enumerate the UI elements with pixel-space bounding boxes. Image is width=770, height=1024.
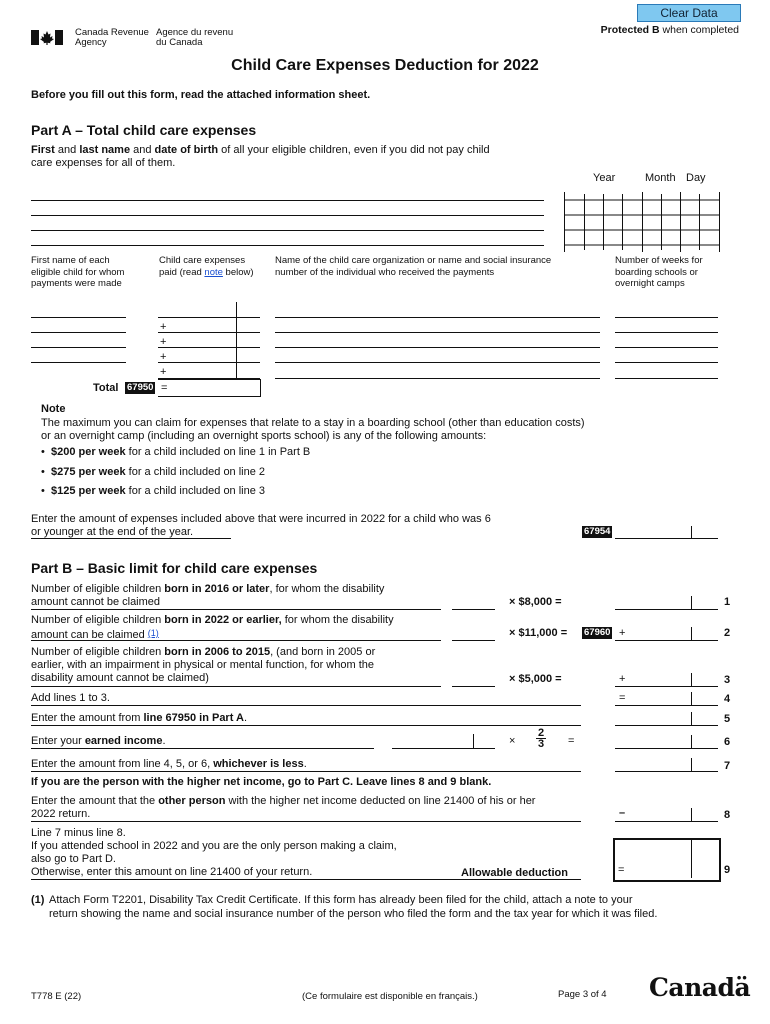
times-sign: ×: [509, 735, 516, 747]
plus-sign: +: [619, 673, 626, 685]
note-heading: Note: [41, 403, 66, 415]
expense-line-2[interactable]: [158, 332, 260, 333]
equals-sign: =: [568, 735, 575, 747]
line-number: 7: [724, 760, 731, 772]
part-a-instructions: First and last name and date of birth of all your eligible children, even if you did not pay child: [31, 144, 490, 156]
line-number: 3: [724, 674, 731, 686]
line-number: 5: [724, 713, 731, 725]
line-5-text: Enter the amount from line 67950 in Part A.: [31, 712, 248, 724]
french-availability-note: (Ce formulaire est disponible en français.): [302, 991, 478, 1002]
code-67960: 67960: [584, 627, 611, 638]
part-a-instructions-2: care expenses for all of them.: [31, 157, 176, 169]
line-3-text: Number of eligible children born in 2006 to 2015, (and born in 2005 or: [31, 646, 376, 658]
expense-line-3[interactable]: [158, 347, 260, 348]
allowable-deduction-field[interactable]: [613, 838, 721, 882]
line-6-text: Enter your earned income.: [31, 735, 166, 747]
line-9-text-3: also go to Part D.: [31, 853, 116, 865]
under-6-text-2: or younger at the end of the year.: [31, 526, 194, 538]
expense-line-4[interactable]: [158, 362, 260, 363]
form-identifier: T778 E (22): [31, 991, 82, 1002]
plus-sign: +: [160, 336, 167, 348]
under-6-amount-field[interactable]: [615, 538, 718, 539]
footnote-1-link[interactable]: (1): [147, 628, 159, 638]
plus-sign: +: [160, 366, 167, 378]
line-2-text-2: amount can be claimed (1): [31, 628, 159, 641]
note-link[interactable]: note: [204, 266, 223, 278]
intro-text: Before you fill out this form, read the attached information sheet.: [31, 89, 371, 101]
canada-flag-icon: [31, 30, 63, 45]
child-name-line-4[interactable]: [31, 245, 544, 246]
child-name-line-2[interactable]: [31, 215, 544, 216]
line-1-text: Number of eligible children born in 2016 or later, for whom the disability: [31, 583, 385, 595]
form-title: Child Care Expenses Deduction for 2022: [231, 57, 539, 74]
line-3-count-field[interactable]: [452, 686, 495, 687]
note-text-2: or an overnight camp (including an overnight sports school) is any of the following amounts:: [41, 430, 487, 442]
line-4-amount-field[interactable]: [615, 705, 718, 706]
date-of-birth-grid[interactable]: [564, 190, 720, 252]
col-organization-name: Name of the child care organization or name and social insurance number of the individual who received the payments: [275, 255, 552, 278]
footnote-ref: (1): [31, 894, 45, 906]
line-1-multiplier: × $8,000 =: [509, 596, 562, 608]
clear-data-button[interactable]: Clear Data: [637, 4, 741, 22]
equals-sign: =: [619, 692, 626, 704]
line-number: 1: [724, 596, 731, 608]
col-number-of-weeks: Number of weeks for boarding schools or overnight camps: [615, 255, 703, 289]
line-number: 9: [724, 864, 731, 876]
note-text-1: The maximum you can claim for expenses that relate to a stay in a boarding school (other than education costs): [41, 417, 585, 429]
line-6-amount-field[interactable]: [615, 748, 718, 749]
agency-name-en: Canada Revenue Agency: [75, 27, 149, 48]
allowable-deduction-label: Allowable deduction: [461, 867, 568, 879]
minus-sign: –: [619, 807, 626, 819]
line-7-amount-field[interactable]: [615, 771, 718, 772]
line-8-text: Enter the amount that the other person with the higher net income deducted on line 21400 of his or her: [31, 795, 536, 807]
line-3-text-3: disability amount cannot be claimed): [31, 672, 209, 684]
note-bullet: • $275 per week for a child included on line 2: [41, 466, 266, 478]
plus-sign: +: [160, 351, 167, 363]
equals-sign: =: [161, 382, 168, 394]
page-number: Page 3 of 4: [558, 989, 607, 1000]
line-1-count-field[interactable]: [452, 609, 495, 610]
line-7-text: Enter the amount from line 4, 5, or 6, whichever is less.: [31, 758, 307, 770]
higher-income-instruction: If you are the person with the higher net income, go to Part C. Leave lines 8 and 9 blank.: [31, 776, 492, 788]
line-2-count-field[interactable]: [452, 640, 495, 641]
line-3-amount-field[interactable]: [615, 686, 718, 687]
line-3-text-2: earlier, with an impairment in physical or mental function, for whom the: [31, 659, 374, 671]
total-expenses-field[interactable]: [158, 379, 261, 397]
line-3-multiplier: × $5,000 =: [509, 673, 562, 685]
child-name-line-3[interactable]: [31, 230, 544, 231]
code-67954: 67954: [584, 526, 611, 537]
part-a-heading: Part A – Total child care expenses: [31, 122, 257, 138]
child-name-line-1[interactable]: [31, 200, 544, 201]
day-label: Day: [686, 172, 706, 184]
fraction-two-thirds: 2 3: [537, 727, 545, 750]
line-2-amount-field[interactable]: [615, 640, 718, 641]
plus-sign: +: [160, 321, 167, 333]
expense-line-1[interactable]: [158, 317, 260, 318]
line-number: 2: [724, 627, 731, 639]
line-2-multiplier: × $11,000 =: [509, 627, 568, 639]
line-number: 4: [724, 693, 731, 705]
line-8-amount-field[interactable]: [615, 821, 718, 822]
protected-b-label: Protected B when completed: [600, 24, 739, 36]
line-1-amount-field[interactable]: [615, 609, 718, 610]
line-9-text-2: If you attended school in 2022 and you are the only person making a claim,: [31, 840, 397, 852]
line-9-text-4: Otherwise, enter this amount on line 21400 of your return.: [31, 866, 313, 878]
footnote-text-1: Attach Form T2201, Disability Tax Credit Certificate. If this form has already been filed for the child, attach a note to your: [49, 894, 633, 906]
equals-sign: =: [618, 864, 625, 876]
footnote-text-2: return showing the name and social insurance number of the person who filed the form and the tax year for which it was filed.: [49, 908, 658, 920]
line-9-text: Line 7 minus line 8.: [31, 827, 126, 839]
under-6-text: Enter the amount of expenses included above that were incurred in 2022 for a child who was 6: [31, 513, 491, 525]
code-67950: 67950: [127, 382, 154, 393]
agency-name-fr: Agence du revenu du Canada: [156, 27, 234, 48]
line-number: 8: [724, 809, 731, 821]
canada-wordmark: Canadä: [649, 973, 751, 1002]
line-5-amount-field[interactable]: [615, 725, 718, 726]
year-label: Year: [593, 172, 616, 184]
line-8-text-2: 2022 return.: [31, 808, 91, 820]
line-number: 6: [724, 736, 731, 748]
part-b-heading: Part B – Basic limit for child care expenses: [31, 560, 318, 576]
col-child-first-name: First name of each eligible child for whom payments were made: [31, 255, 125, 289]
note-bullet: • $125 per week for a child included on line 3: [41, 485, 266, 497]
earned-income-field[interactable]: [392, 748, 495, 749]
col-child-care-expenses: Child care expenses paid (read note below): [159, 255, 254, 278]
total-label: Total: [93, 382, 119, 394]
line-4-text: Add lines 1 to 3.: [31, 692, 110, 704]
month-label: Month: [645, 172, 676, 184]
line-1-text-2: amount cannot be claimed: [31, 596, 161, 608]
plus-sign: +: [619, 627, 626, 639]
line-2-text: Number of eligible children born in 2022 or earlier, for whom the disability: [31, 614, 394, 626]
note-bullet: • $200 per week for a child included on line 1 in Part B: [41, 446, 311, 458]
